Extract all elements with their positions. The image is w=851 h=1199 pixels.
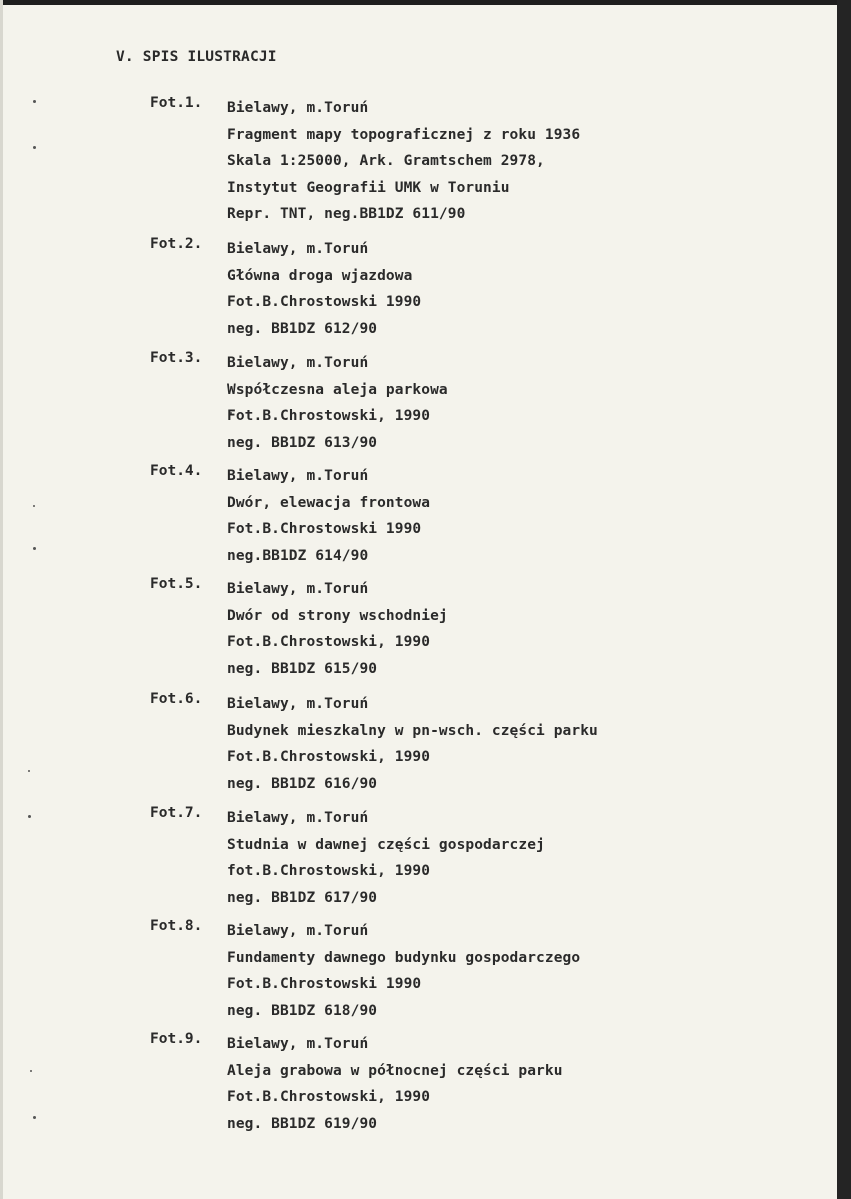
scan-speck (30, 1070, 32, 1072)
caption-line: Dwór od strony wschodniej (227, 607, 448, 624)
caption-line: Główna droga wjazdowa (227, 267, 413, 284)
figure-caption (227, 576, 448, 682)
caption-line: Repr. TNT, neg.BB1DZ 611/90 (227, 206, 466, 222)
figure-number: Fot.5. (150, 576, 203, 592)
scan-speck (28, 815, 31, 818)
caption-line: neg. BB1DZ 617/90 (227, 889, 378, 906)
figure-number: Fot.6. (150, 691, 203, 707)
scan-speck (33, 100, 36, 103)
caption-line: Aleja grabowa w północnej części parku (227, 1062, 563, 1079)
caption-line: Bielawy, m.Toruń (227, 581, 369, 597)
scan-left-edge (0, 0, 3, 1199)
caption-line: Dwór, elewacja frontowa (227, 494, 431, 511)
caption-line: Budynek mieszkalny w pn-wsch. części parku (227, 722, 598, 739)
scan-speck (33, 146, 36, 149)
caption-line: Studnia w dawnej części gospodarczej (227, 836, 545, 853)
figure-caption (227, 1031, 563, 1137)
caption-line: Bielawy, m.Toruń (227, 100, 369, 116)
caption-line: neg.BB1DZ 614/90 (227, 547, 369, 564)
caption-line: Fot.B.Chrostowski, 1990 (227, 749, 431, 765)
caption-line: neg. BB1DZ 618/90 (227, 1002, 378, 1019)
figure-number: Fot.8. (150, 918, 203, 934)
scan-speck (33, 1116, 36, 1119)
caption-line: Bielawy, m.Toruń (227, 355, 369, 371)
caption-line: Fot.B.Chrostowski 1990 (227, 976, 422, 992)
caption-line: Współczesna aleja parkowa (227, 381, 448, 398)
caption-line: neg. BB1DZ 615/90 (227, 660, 378, 677)
caption-line: neg. BB1DZ 616/90 (227, 775, 378, 792)
caption-line: Bielawy, m.Toruń (227, 696, 369, 712)
scan-right-edge (837, 0, 851, 1199)
figure-number: Fot.7. (150, 805, 203, 821)
figure-caption (227, 691, 598, 797)
caption-line: Fundamenty dawnego budynku gospodarczego (227, 949, 581, 966)
figure-number: Fot.4. (150, 463, 203, 479)
caption-line: Fot.B.Chrostowski, 1990 (227, 408, 431, 424)
caption-line: Fot.B.Chrostowski, 1990 (227, 634, 431, 650)
caption-line: neg. BB1DZ 619/90 (227, 1115, 378, 1132)
figure-number: Fot.1. (150, 95, 203, 111)
caption-line: Bielawy, m.Toruń (227, 1036, 369, 1052)
caption-line: Fot.B.Chrostowski 1990 (227, 294, 422, 310)
figure-caption (227, 95, 580, 228)
caption-line: Fragment mapy topograficznej z roku 1936 (227, 126, 581, 143)
figure-number: Fot.9. (150, 1031, 203, 1047)
scan-speck (28, 770, 30, 772)
caption-line: neg. BB1DZ 612/90 (227, 320, 378, 337)
figure-caption (227, 236, 421, 342)
caption-line: Fot.B.Chrostowski, 1990 (227, 1089, 431, 1105)
caption-line: Bielawy, m.Toruń (227, 923, 369, 939)
figure-caption (227, 805, 545, 911)
figure-number: Fot.2. (150, 236, 203, 252)
figure-caption (227, 918, 580, 1024)
figure-caption (227, 463, 430, 569)
scan-top-edge (0, 0, 851, 5)
caption-line: Instytut Geografii UMK w Toruniu (227, 179, 510, 196)
caption-line: fot.B.Chrostowski, 1990 (227, 863, 431, 879)
figure-number: Fot.3. (150, 350, 203, 366)
caption-line: Bielawy, m.Toruń (227, 241, 369, 257)
caption-line: Bielawy, m.Toruń (227, 468, 369, 484)
caption-line: neg. BB1DZ 613/90 (227, 434, 378, 451)
scan-speck (33, 547, 36, 550)
caption-line: Skala 1:25000, Ark. Gramtschem 2978, (227, 153, 545, 169)
caption-line: Fot.B.Chrostowski 1990 (227, 521, 422, 537)
section-title: V. SPIS ILUSTRACJI (116, 49, 277, 65)
figure-caption (227, 350, 448, 456)
scan-speck (33, 505, 35, 507)
caption-line: Bielawy, m.Toruń (227, 810, 369, 826)
